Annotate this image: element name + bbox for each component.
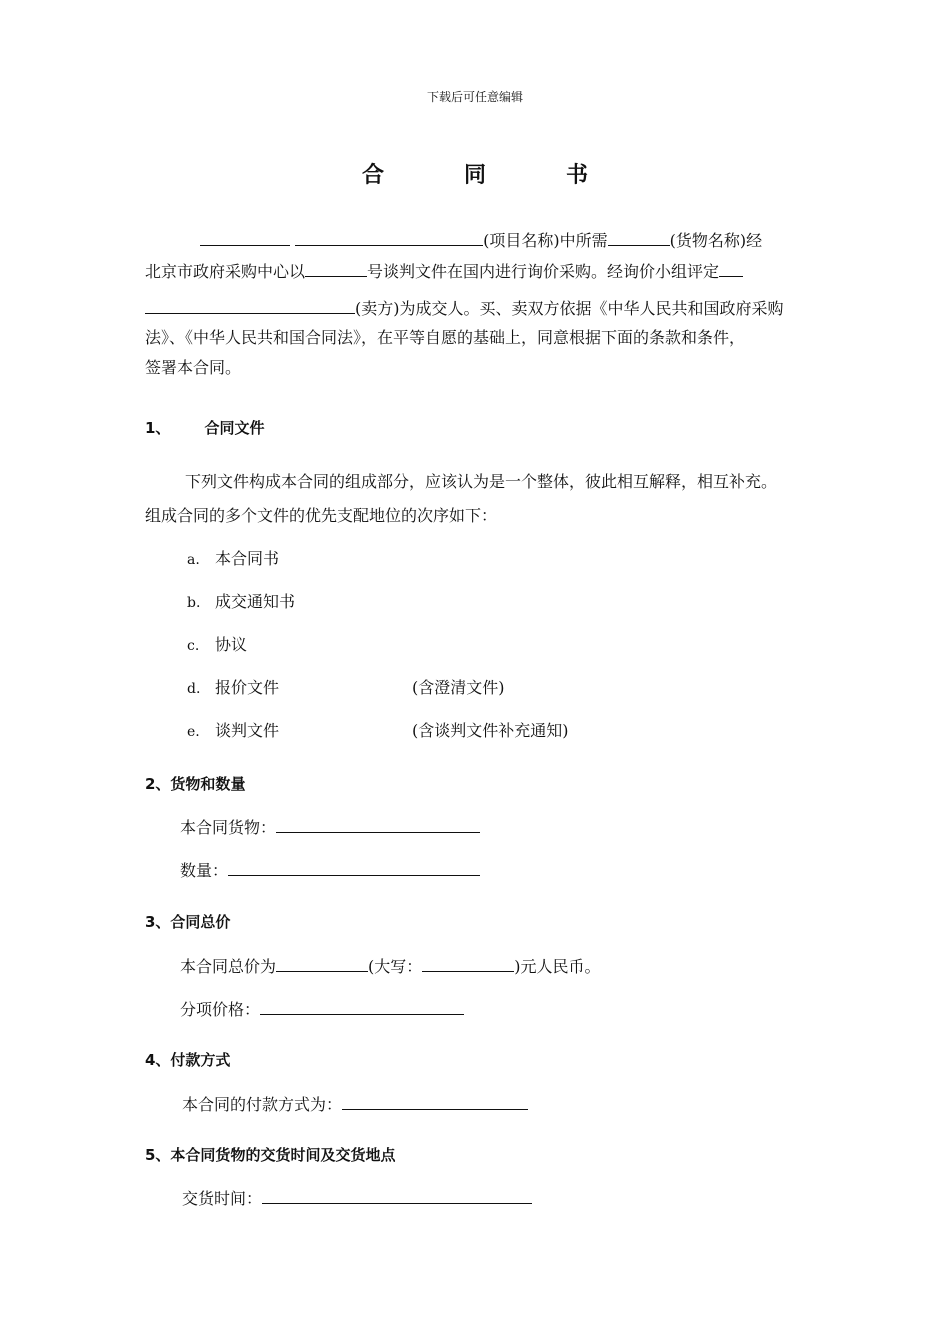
itemized-label: 分项价格： [180, 1000, 261, 1019]
blank-delivery-time[interactable] [262, 1188, 532, 1204]
section-1-title: 合同文件 [204, 419, 265, 437]
list-marker: a. [187, 552, 200, 568]
blank-itemized[interactable] [260, 999, 464, 1015]
list-marker: c. [187, 638, 200, 654]
list-item-d [187, 675, 279, 698]
blank-quantity[interactable] [228, 860, 480, 876]
blank-seller-2[interactable] [145, 298, 355, 314]
list-marker: b. [187, 595, 201, 611]
total-currency-label: )元人民币。 [514, 957, 601, 976]
list-marker: e. [187, 724, 200, 740]
section-1-body-1: 下列文件构成本合同的组成部分，应该认为是一个整体，彼此相互解释，相互补充。 [185, 472, 778, 491]
section-3-heading: 3、合同总价 [145, 913, 231, 931]
blank-project-2[interactable] [295, 230, 483, 246]
blank-goods-name[interactable] [608, 230, 670, 246]
list-note-d: (含澄清文件) [412, 678, 505, 697]
blank-total-words[interactable] [422, 956, 514, 972]
title-char-1: 合 [361, 162, 384, 188]
total-label: 本合同总价为 [180, 957, 277, 976]
document-title [0, 158, 950, 189]
list-item-c [187, 632, 247, 655]
title-char-2: 同 [463, 162, 486, 188]
itemized-price-line [180, 997, 464, 1020]
intro-text: 北京市政府采购中心以 [145, 262, 306, 281]
payment-label: 本合同的付款方式为： [182, 1095, 343, 1114]
list-text: 本合同书 [215, 549, 280, 568]
section-5-heading: 5、本合同货物的交货时间及交货地点 [145, 1146, 396, 1164]
quantity-line [180, 858, 480, 881]
header-note: 下载后可任意编辑 [426, 90, 523, 104]
list-text: 谈判文件 [215, 721, 280, 740]
section-2-heading: 2、货物和数量 [145, 775, 246, 793]
intro-line-1 [200, 228, 762, 251]
blank-total-figures[interactable] [276, 956, 368, 972]
blank-project-1[interactable] [200, 230, 290, 246]
list-note-e: (含谈判文件补充通知) [412, 721, 569, 740]
intro-goods-label: (货物名称)经 [669, 231, 763, 250]
list-text: 协议 [215, 635, 248, 654]
intro-line-5: 签署本合同。 [145, 358, 242, 377]
list-text: 成交通知书 [215, 592, 296, 611]
intro-text: 号谈判文件在国内进行询价采购。经询价小组评定 [367, 262, 720, 281]
list-item-a [187, 546, 279, 569]
list-marker: d. [187, 681, 201, 697]
intro-line-2 [145, 259, 743, 282]
delivery-time-label: 交货时间： [182, 1189, 263, 1208]
total-price-line [180, 954, 601, 977]
list-text: 报价文件 [215, 678, 280, 697]
payment-line [182, 1092, 528, 1115]
list-item-b [187, 589, 295, 612]
list-item-e [187, 718, 279, 741]
section-1-number: 1、 [145, 419, 171, 437]
goods-label: 本合同货物： [180, 818, 277, 837]
title-char-3: 书 [566, 162, 589, 188]
section-4-heading: 4、付款方式 [145, 1051, 231, 1069]
section-1-body-2: 组成合同的多个文件的优先支配地位的次序如下： [145, 506, 498, 525]
quantity-label: 数量： [180, 861, 229, 880]
blank-seller-1[interactable] [719, 261, 743, 277]
blank-doc-number[interactable] [305, 261, 367, 277]
intro-line-4: 法》、《中华人民共和国合同法》，在平等自愿的基础上，同意根据下面的条款和条件， [145, 328, 746, 347]
blank-goods[interactable] [276, 817, 480, 833]
intro-line-3 [145, 296, 784, 319]
blank-payment[interactable] [342, 1094, 528, 1110]
section-1-heading [145, 417, 264, 438]
intro-project-label: (项目名称)中所需 [483, 231, 608, 250]
delivery-time-line [182, 1186, 532, 1209]
goods-line [180, 815, 480, 838]
total-uppercase-label: (大写： [368, 957, 423, 976]
intro-text: (卖方)为成交人。买、卖双方依据《中华人民共和国政府采购 [355, 299, 784, 318]
